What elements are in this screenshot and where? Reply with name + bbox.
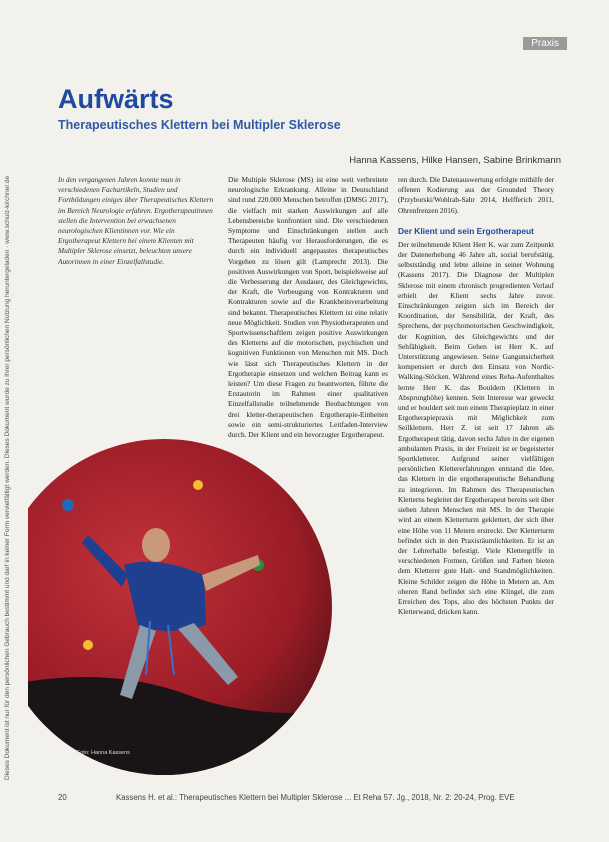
article-authors: Hanna Kassens, Hilke Hansen, Sabine Brinkmann bbox=[349, 155, 561, 166]
article-column-3 bbox=[398, 175, 554, 617]
article-abstract: In den vergangenen Jahren konnte man in verschiedenen Fachartikeln, Studien und Fortbildungen einiges über Therapeutisches Klettern im Bereich Neurologie erfahren. Ergotherapeutinnen stellen die Intervention bei erwachsenen neurologischen Klientinnen vor. Wie ein Ergotherapeut Klettern bei einem Klienten mit Multipler Sklerose einsetzt, beleuchten unsere Autorinnen in einer Einzelfallstudie. bbox=[58, 175, 214, 266]
article-subtitle: Therapeutisches Klettern bei Multipler Sklerose bbox=[58, 118, 341, 132]
page-number: 20 bbox=[58, 793, 67, 802]
photo-credit: Foto: Hanna Kassens bbox=[77, 750, 130, 756]
article-column-2 bbox=[228, 175, 388, 786]
footer-citation: Kassens H. et al.: Therapeutisches Klettern bei Multipler Sklerose ... Et Reha 57. Jg., 2018, Nr. 2: 20-24, Prog. EVE bbox=[116, 793, 515, 802]
section-heading: Der Klient und sein Ergotherapeut bbox=[398, 225, 534, 236]
page-footer bbox=[0, 793, 609, 811]
column-2-text: Die Multiple Sklerose (MS) ist eine weit verbreitete neurologische Erkrankung. Alleine in Deutschland sind rund 220.000 Menschen betroffen (DMSG 2017), die vielfach mit starken Auswirkungen auf alle Lebensbereiche konfrontiert sind. Die verschiedenen Symptome und Einschränkungen stellen auch Therapeuten häufig vor Herausforderungen, die es durch ein individuell angepasstes therapeutisches Vorgehen zu lösen gilt (Lamprecht 2013). Die positiven Auswirkungen von Sport, beispielsweise auf die Verbesserung der Ausdauer, des Gleichgewichts, der Kraft, die Vorbeugung von Kontrakturen und Kontrakturen sowie auf die Krankheitsverarbeitung sind bekannt. Therapeutisches Klettern ist eine relativ neue Möglichkeit. Studien von Physiotherapeuten und Sportwissenschaftlern zeigen positive Auswirkungen des Kletterns auf die motorischen, psychischen und kognitiven Funktionen von Menschen mit MS. Doch wie lässt sich Therapeutisches Klettern in der Ergotherapie einsetzen und welchen Beitrag kann es leisten? Um diese Fragen zu beantworten, führte die Erstautorin im Rahmen einer qualitativen Einzelfallstudie teilnehmende Beobachtungen von drei kletter-therapeutischen Ergotherapie-Einheiten sowie ein semi-strukturiertes Leitfaden-Interview durch. Der Klient und ein bevorzugter Ergotherapeut. bbox=[228, 175, 388, 440]
article-title: Aufwärts bbox=[58, 84, 174, 114]
column-3-text: Der teilnehmende Klient Herr K. war zum Zeitpunkt der Datenerhebung 46 Jahre alt, sozial berufstätig, selbstständig und lebte alleine in seiner Wohnung (Kassens 2017). Die Diagnose der Multiplen Sklerose mit einem chronisch progredienten Verlauf erhielt der Klient sechs Jahre zuvor. Einschränkungen zeigten sich im Bereich der Koordination, der Sensibilität, der Kraft, des Sprechens, der psychomotorischen Geschwindigkeit, der Kognition, des Gleichgewichts und der Sehfähigkeit. Beim Gehen ist Herr K. auf Unterstützung angewiesen. Seine Gangunsicherheit kompensiert er durch den Einsatz von Nordic-Walking-Stöcken. Während eines Reha-Aufenthaltes lernte Herr K. das Bouldern (Klettern in Absprunghöhe) kennen. Sein Interesse war geweckt und er bouldert seit nun einem Therapieplatz in einer Ergotherapiepraxis mit Möglichkeit zum Seilklettern. Herr Z. ist seit 17 Jahren als Ergotherapeut tätig, davon sechs Jahre in der eigenen ambulanten Praxis, in der Freizeit ist er begeisterter Sportkletterer. Aufgrund seiner vielfältigen persönlichen Klettererfahrungen entstand die Idee, das Klettern in die ergotherapeutische Behandlung zu integrieren. Im Rahmen des Therapeutischen Kletterns begleitet der Ergotherapeut bereits seit über sieben Jahren Menschen mit MS. In der Therapie wird an einem Kletterturm geklettert, der sich über eine Höhe von 11 Metern erstreckt. Der Kletterturm befindet sich in den Praxisräumlichkeiten. Er ist an der Lehrerhalle befestigt. Viele Klettergriffe in verschiedenen Formen, Größen und Farben bieten dem Kletterer gute Halt- und Standmöglichkeiten. Kleine Schilder zeigen die Höhe in Metern an. Am oberen Rand befindet sich eine Klingel, die zum Erreichen des Tops, also des höchsten Punkts der Kletterwand, drücken kann. bbox=[398, 239, 554, 617]
side-copyright-notice bbox=[2, 60, 16, 780]
section-label: Praxis bbox=[523, 37, 567, 50]
side-notice-text: Dieses Dokument ist nur für den persönlichen Gebrauch bestimmt und darf in keiner Form vervielfältigt werden. Dieses Dokument wurde zu Ihrer persönlichen Nutzung heruntergeladen · www.schulz-kirchner.de bbox=[4, 175, 11, 780]
column-3-intro: ren durch. Die Datenauswertung erfolgte mithilfe der offenen Kodierung aus der Grounded Theory (Przyborski/Wohlrab-Sahr 2014, Helfferich 2011, Ohrenfrenzen 2016). bbox=[398, 175, 554, 215]
